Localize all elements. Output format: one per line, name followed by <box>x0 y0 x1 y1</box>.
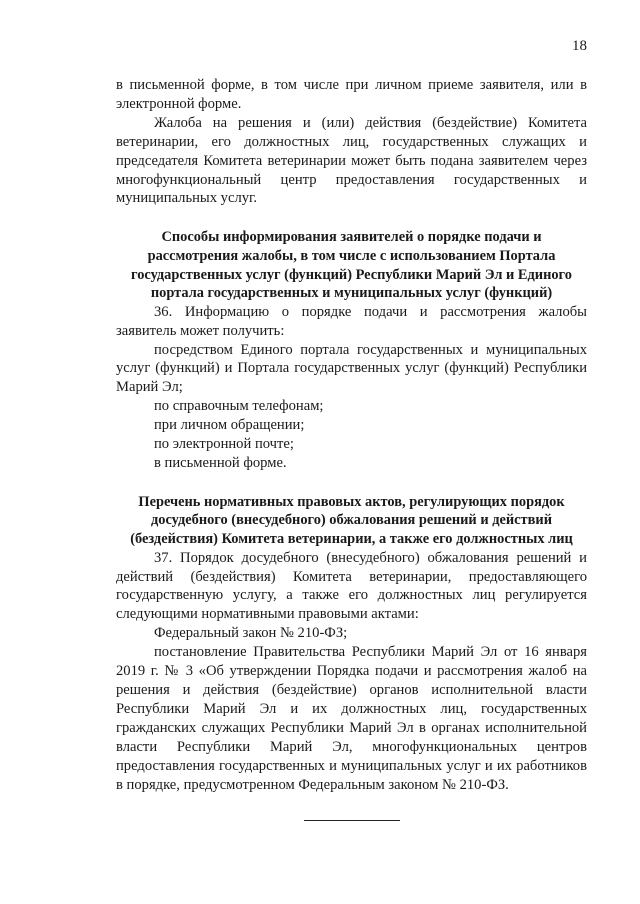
page-number: 18 <box>572 38 587 54</box>
list-item-federal-law: Федеральный закон № 210-ФЗ; <box>154 625 348 642</box>
section-heading-informing: Способы информирования заявителей о порядке подачи и рассмотрения жалобы, в том числе с использованием Портала государственных услуг (функций) Республики Марий Эл и Единого портала государственных и муниципальных услуг (функций) <box>131 229 572 302</box>
list-item-personal: при личном обращении; <box>154 417 305 434</box>
list-item-phone: по справочным телефонам; <box>154 398 324 415</box>
list-item-email: по электронной почте; <box>154 436 294 453</box>
paragraph-complaint: Жалоба на решения и (или) действия (бездействие) Комитета ветеринарии, его должностных лиц, государственных служащих и председателя Комитета ветеринарии может быть подана заявителем через многофункциональный центр предоставления государственных и муниципальных услуг. <box>116 114 587 207</box>
list-item-written: в письменной форме. <box>154 454 287 471</box>
list-item-portal: посредством Единого портала государственных и муниципальных услуг (функций) и Портала государственных услуг (функций) Республики Марий Эл; <box>116 341 587 396</box>
list-item-resolution: постановление Правительства Республики Марий Эл от 16 января 2019 г. № 3 «Об утверждении Порядка подачи и рассмотрения жалоб на решения и действия (бездействие) органов исполнительной власти Республики Марий Эл и их должностных лиц, государственных гражданских служащих Республики Марий Эл в органах исполнительной власти Республики Марий Эл, многофункциональных центров предоставления государственных и муниципальных услуг и их работников в порядке, предусмотренном Федеральным законом № 210-ФЗ. <box>116 644 587 793</box>
section-heading-legal-acts: Перечень нормативных правовых актов, регулирующих порядок досудебного (внесудебного) обжалования решений и действий (бездействия) Комитета ветеринарии, а также его должностных лиц <box>130 493 573 548</box>
paragraph-37: 37. Порядок досудебного (внесудебного) обжалования решений и действий (бездействия) Комитета ветеринарии, предоставляющего государственную услугу, а также его должностных лиц регулируется следующими нормативными правовыми актами: <box>116 549 587 623</box>
paragraph-intro-continuation: в письменной форме, в том числе при личном приеме заявителя, или в электронной форме. <box>116 77 587 112</box>
footer-separator-line <box>304 820 400 821</box>
document-body <box>116 76 587 794</box>
paragraph-36: 36. Информацию о порядке подачи и рассмотрения жалобы заявитель может получить: <box>116 303 587 339</box>
